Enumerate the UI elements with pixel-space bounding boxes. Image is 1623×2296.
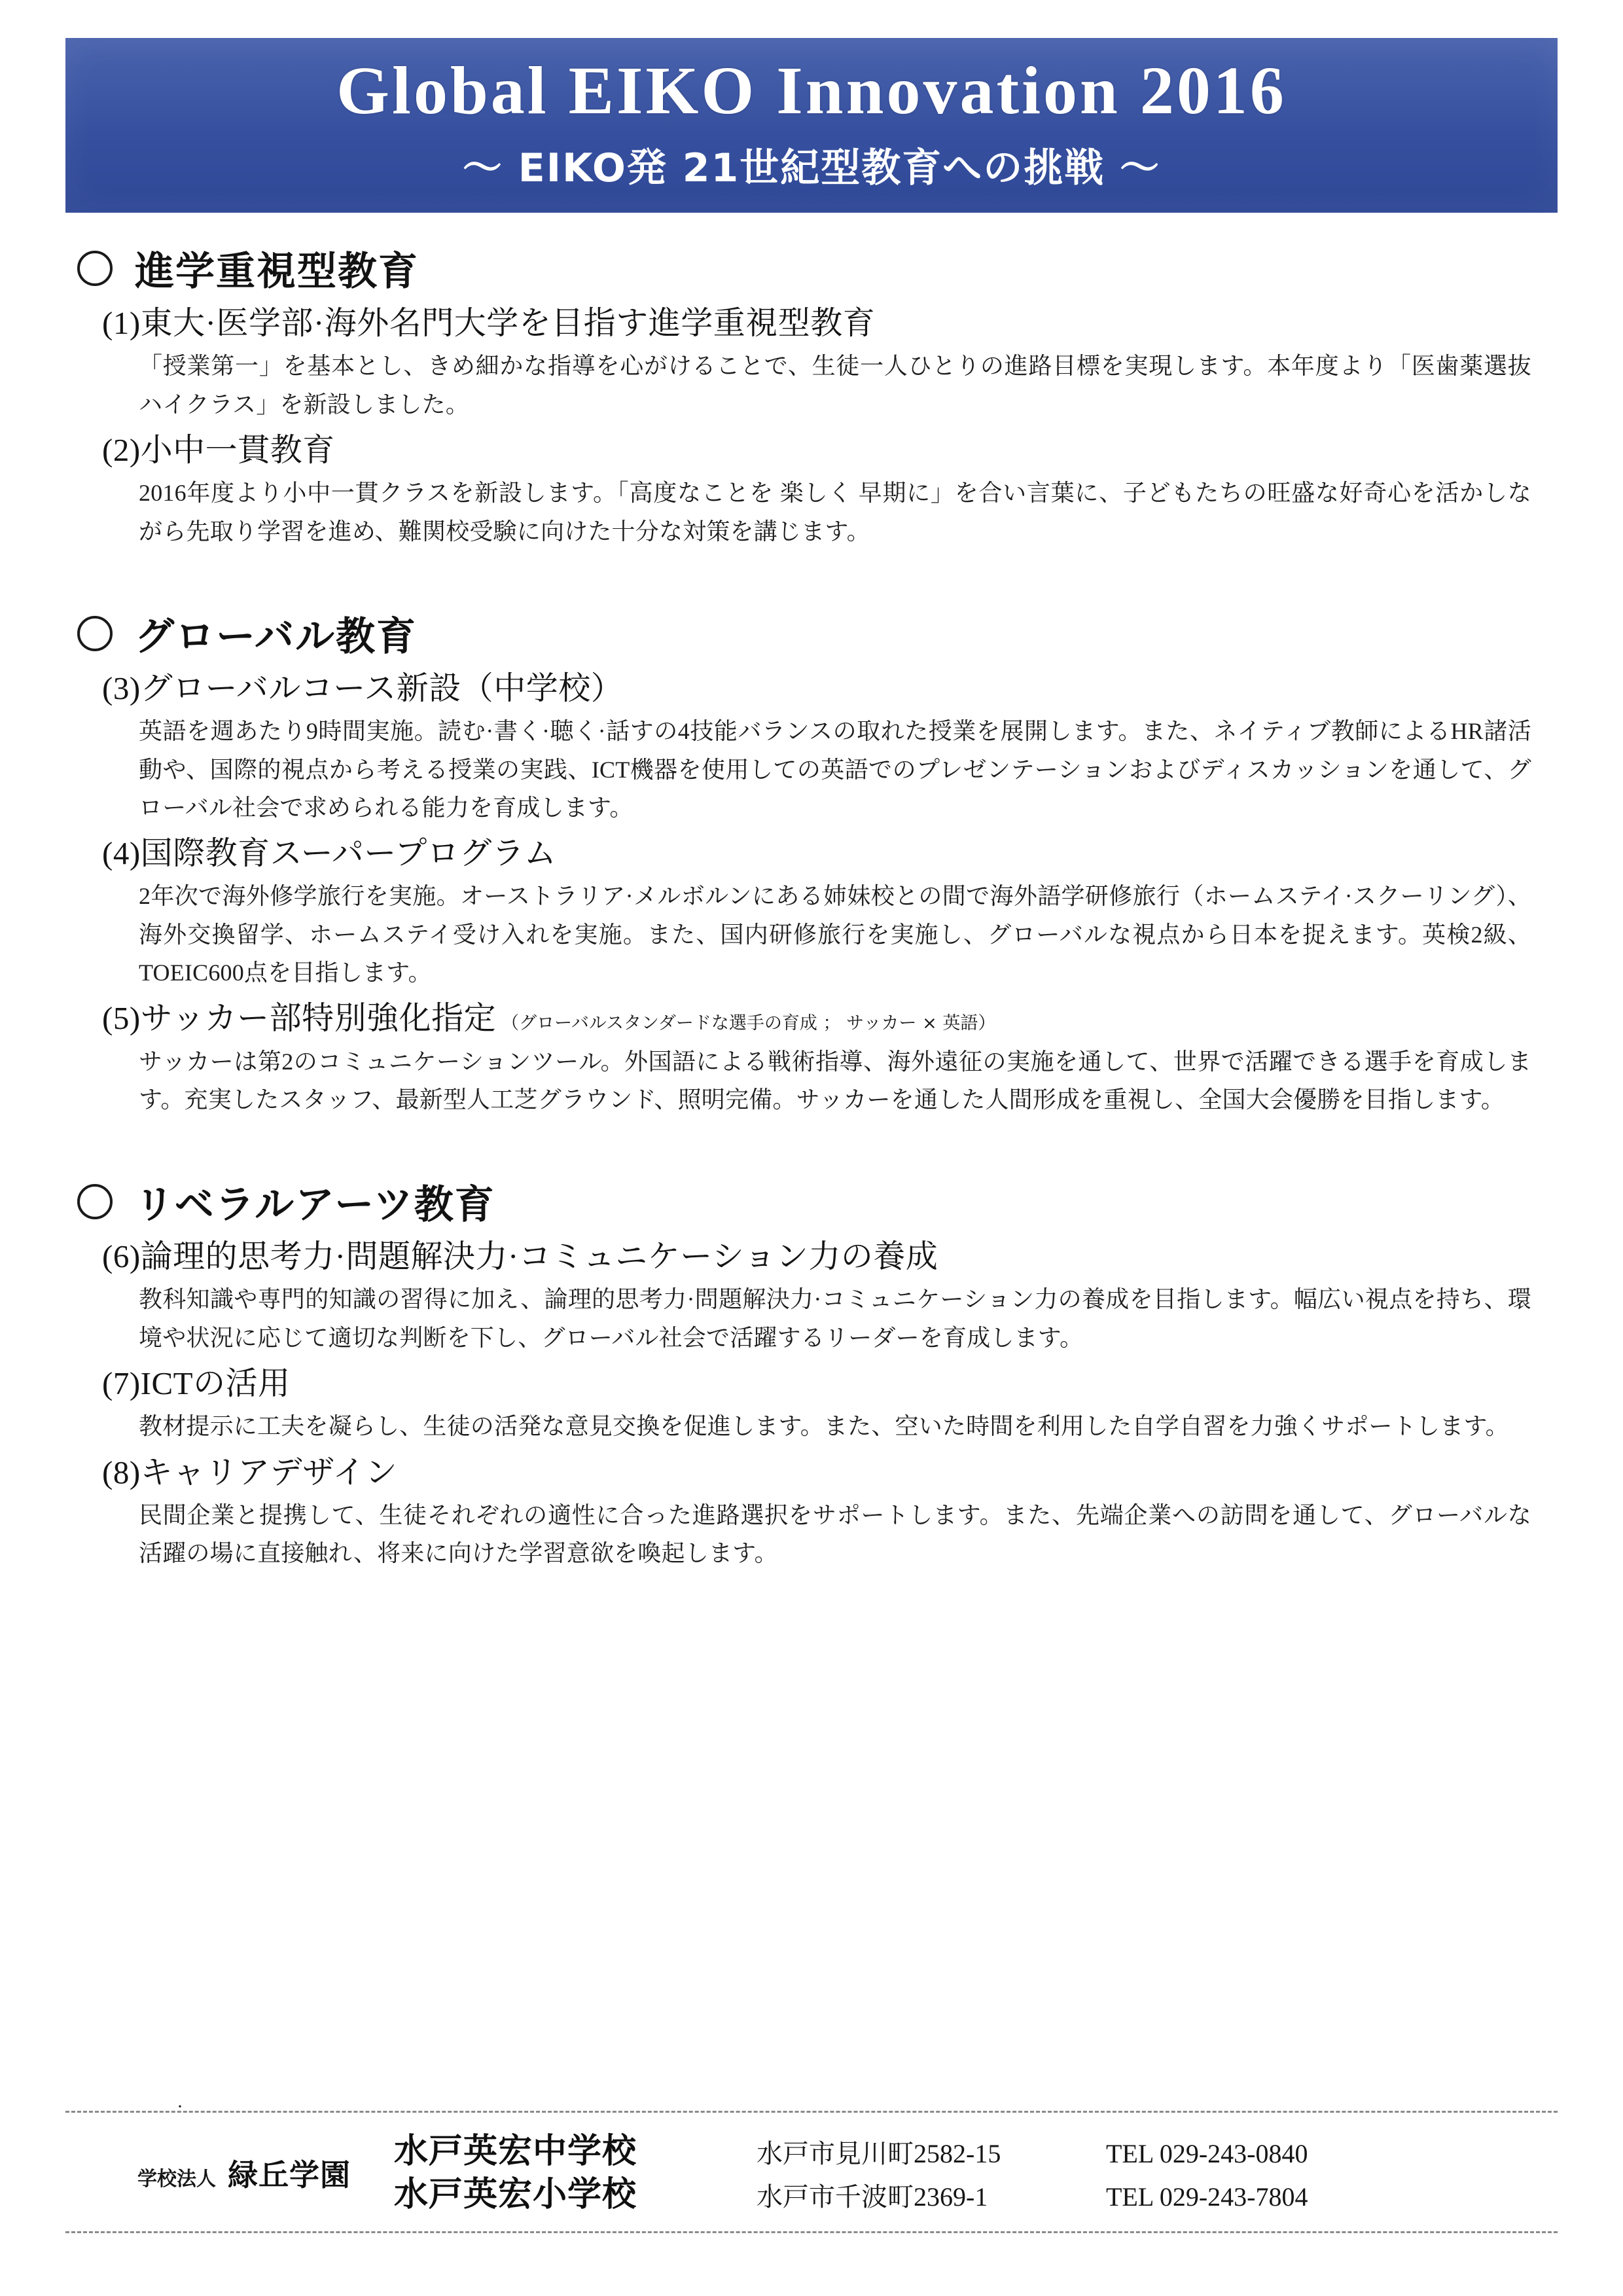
list-item	[65, 1363, 1558, 1446]
item-body: 「授業第一」を基本とし、きめ細かな指導を心がけることで、生徒一人ひとりの進路目標を実現します。本年度より「医歯薬選抜ハイクラス」を新設しました。	[139, 353, 1531, 418]
item-number: (2)	[102, 432, 141, 469]
header-banner	[65, 38, 1558, 213]
section-title: リベラルアーツ教育	[135, 1182, 495, 1229]
list-item	[65, 833, 1558, 992]
item-title	[102, 303, 1558, 343]
stray-dot-mark: ·	[177, 2095, 183, 2117]
item-number: (4)	[102, 835, 141, 872]
banner-subtitle: ～ EIKO発 21世紀型教育への挑戦 ～	[462, 145, 1161, 192]
section-heading	[65, 1174, 1558, 1230]
corporation-label: 学校法人	[137, 2168, 216, 2191]
spacer	[65, 579, 1558, 605]
list-item	[65, 303, 1558, 423]
item-title-text: 東大·医学部·海外名門大学を目指す進学重視型教育	[140, 305, 876, 342]
section-heading	[65, 240, 1558, 296]
item-number: (6)	[102, 1238, 141, 1275]
item-body: 英語を週あたり9時間実施。読む·書く·聴く·話すの4技能バランスの取れた授業を展開します。また、ネイティブ教師によるHR諸活動や、国際的視点から考える授業の実践、ICT機器を使用しての英語でのプレゼンテーションおよびディスカッションを通して、グローバル社会で求められる能力を育成します。	[139, 718, 1531, 821]
school-telephone: TEL 029-243-0840	[1106, 2138, 1308, 2168]
item-number: (8)	[102, 1454, 141, 1490]
section-shingaku	[65, 240, 1558, 550]
section-title: グローバル教育	[135, 613, 417, 660]
item-body: 教材提示に工夫を凝らし、生徒の活発な意見交換を促進します。また、空いた時間を利用した自学自習を力強くサポートします。	[139, 1413, 1509, 1440]
item-title-text: サッカー部特別強化指定	[140, 1000, 497, 1037]
banner-title: Global EIKO Innovation 2016	[336, 53, 1287, 128]
item-title-text: キャリアデザイン	[140, 1454, 398, 1490]
item-title-text: 小中一貫教育	[140, 432, 335, 469]
item-number: (3)	[102, 670, 141, 706]
circle-bullet-icon	[77, 251, 113, 286]
item-body: 2年次で海外修学旅行を実施。オーストラリア·メルボルンにある姉妹校との間で海外語学研修旅行（ホームステイ·スクーリング）、海外交換留学、ホームステイ受け入れを実施。また、国内研修旅行を実施し、グローバルな視点から日本を捉えます。英検2級、TOEIC600点を目指します。	[139, 883, 1531, 986]
item-title	[102, 1363, 1558, 1403]
item-title-text: ICTの活用	[140, 1365, 291, 1402]
school-address: 水戸市千波町2369-1	[757, 2182, 988, 2212]
school-row	[394, 2130, 1308, 2174]
item-number: (7)	[102, 1365, 141, 1402]
school-address: 水戸市見川町2582-15	[757, 2138, 1001, 2168]
item-title	[102, 833, 1558, 873]
section-heading	[65, 605, 1558, 662]
item-number: (1)	[102, 305, 141, 342]
circle-bullet-icon	[77, 1184, 113, 1219]
item-title-text: 国際教育スーパープログラム	[140, 835, 557, 872]
list-item	[65, 998, 1558, 1119]
footer	[65, 2095, 1558, 2233]
schools-list	[394, 2130, 1308, 2217]
school-name: 水戸英宏中学校	[394, 2131, 637, 2171]
item-title	[102, 430, 1558, 470]
item-title-text: グローバルコース新設（中学校）	[140, 670, 624, 706]
corporation-name: 緑丘学園	[228, 2157, 351, 2193]
item-title-note: （グローバルスタンダードな選手の育成 ； サッカー × 英語）	[501, 1013, 996, 1034]
list-item	[65, 668, 1558, 827]
item-title	[102, 1452, 1558, 1492]
item-body: サッカーは第2のコミュニケーションツール。外国語による戦術指導、海外遠征の実施を通して、世界で活躍できる選手を育成します。充実したスタッフ、最新型人工芝グラウンド、照明完備。サッカーを通した人間形成を重視し、全国大会優勝を目指します。	[139, 1048, 1531, 1113]
item-number: (5)	[102, 1000, 141, 1037]
footer-divider-bottom	[65, 2231, 1558, 2233]
item-body: 民間企業と提携して、生徒それぞれの適性に合った進路選択をサポートします。また、先端企業への訪問を通して、グローバルな活躍の場に直接触れ、将来に向けた学習意欲を喚起します。	[139, 1501, 1531, 1567]
list-item	[65, 430, 1558, 550]
content-area	[65, 240, 1558, 1572]
item-title-text: 論理的思考力·問題解決力·コミュニケーション力の養成	[140, 1238, 938, 1275]
item-body: 教科知識や専門的知識の習得に加え、論理的思考力·問題解決力·コミュニケーション力の養成を目指します。幅広い視点を持ち、環境や状況に応じて適切な判断を下し、グローバル社会で活躍するリーダーを育成します。	[139, 1286, 1531, 1351]
spacer	[65, 1147, 1558, 1174]
section-title: 進学重視型教育	[135, 249, 419, 295]
corporation-block	[65, 2151, 351, 2195]
section-global	[65, 605, 1558, 1119]
item-title	[102, 668, 1558, 708]
footer-content	[65, 2113, 1558, 2231]
section-liberal-arts	[65, 1174, 1558, 1572]
list-item	[65, 1236, 1558, 1357]
circle-bullet-icon	[77, 616, 113, 651]
item-title	[102, 998, 1558, 1038]
item-body: 2016年度より小中一貫クラスを新設します。「高度なことを 楽しく 早期に」を合い言葉に、子どもたちの旺盛な好奇心を活かしながら先取り学習を進め、難関校受験に向けた十分な対策を講じます。	[139, 480, 1531, 545]
list-item	[65, 1452, 1558, 1573]
item-title	[102, 1236, 1558, 1276]
school-name: 水戸英宏小学校	[394, 2175, 637, 2215]
school-telephone: TEL 029-243-7804	[1106, 2182, 1308, 2212]
school-row	[394, 2173, 1308, 2217]
